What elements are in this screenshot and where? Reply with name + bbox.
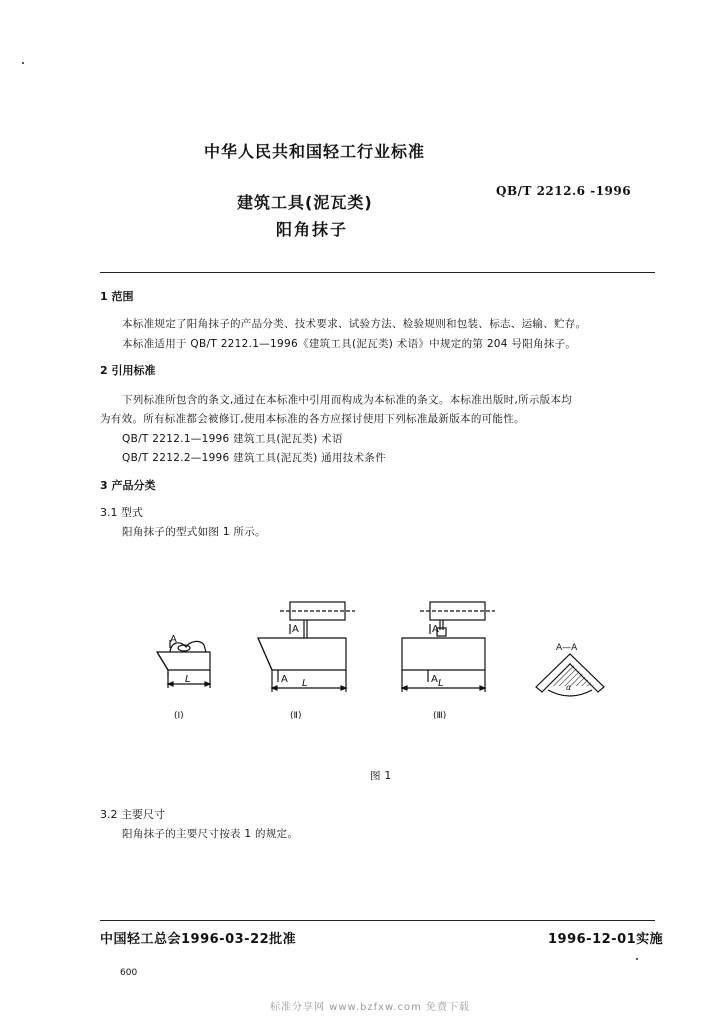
angle-alpha-label: α — [566, 683, 572, 692]
trowel-type-3-drawing — [402, 602, 495, 692]
sublabel-type-2: (Ⅱ) — [290, 711, 302, 721]
header-rule — [100, 272, 655, 273]
sublabel-type-3: (Ⅲ) — [433, 711, 447, 721]
standard-title: 建筑工具(泥瓦类) — [237, 193, 373, 212]
approval-date: 中国轻工总会1996-03-22批准 — [100, 932, 297, 947]
standard-number: QB/T 2212.6 -1996 — [496, 184, 632, 198]
section-1-paragraph-2: 本标准适用于 QB/T 2212.1—1996《建筑工具(泥瓦类) 术语》中规定的第 204 号阳角抹子。 — [122, 338, 577, 350]
section-3-2-heading: 3.2 主要尺寸 — [100, 808, 165, 821]
label-a-type-2-top: A — [292, 624, 299, 635]
watermark-link[interactable]: 标准分享网 www.bzfxw.com 免费下载 — [270, 1002, 470, 1013]
section-3-heading: 3 产品分类 — [100, 479, 156, 492]
org-title: 中华人民共和国轻工行业标准 — [204, 142, 426, 161]
section-3-1-text: 阳角抹子的型式如图 1 所示。 — [122, 526, 266, 538]
label-a-type-3-top: A — [432, 624, 439, 635]
section-1-heading: 1 范围 — [100, 290, 134, 303]
label-a-type-1: A — [170, 634, 177, 645]
label-l-type-1: L — [185, 674, 191, 685]
footer-rule — [100, 920, 655, 921]
label-a-type-3-bottom: A — [431, 674, 438, 685]
label-l-type-2: L — [302, 678, 308, 689]
section-2-paragraph-1-cont: 为有效。所有标准都会被修订,使用本标准的各方应探讨使用下列标准最新版本的可能性。 — [100, 413, 525, 425]
section-2-heading: 2 引用标准 — [100, 364, 156, 377]
trowel-type-1-drawing — [157, 640, 210, 688]
figure-1 — [140, 590, 620, 735]
section-3-2-text: 阳角抹子的主要尺寸按表 1 的规定。 — [122, 828, 299, 840]
reference-1: QB/T 2212.1—1996 建筑工具(泥瓦类) 术语 — [122, 433, 343, 445]
figure-caption: 图 1 — [370, 770, 392, 782]
section-3-1-heading: 3.1 型式 — [100, 506, 143, 519]
section-a-a-label: A—A — [556, 643, 578, 653]
implementation-date: 1996-12-01实施 — [548, 932, 664, 947]
reference-2: QB/T 2212.2—1996 建筑工具(泥瓦类) 通用技术条件 — [122, 452, 386, 464]
label-l-type-3: L — [438, 678, 444, 689]
scan-speck — [636, 958, 638, 960]
page-number: 600 — [120, 968, 138, 978]
scan-speck — [22, 62, 24, 64]
section-1-paragraph-1: 本标准规定了阳角抹子的产品分类、技术要求、试验方法、检验规则和包装、标志、运输、贮存。 — [122, 318, 587, 330]
label-a-type-2-bottom: A — [281, 674, 288, 685]
section-2-paragraph-1: 下列标准所包含的条文,通过在本标准中引用而构成为本标准的条文。本标准出版时,所示版本均 — [122, 394, 573, 406]
standard-subtitle: 阳角抹子 — [276, 220, 349, 239]
sublabel-type-1: (Ⅰ) — [174, 711, 184, 721]
